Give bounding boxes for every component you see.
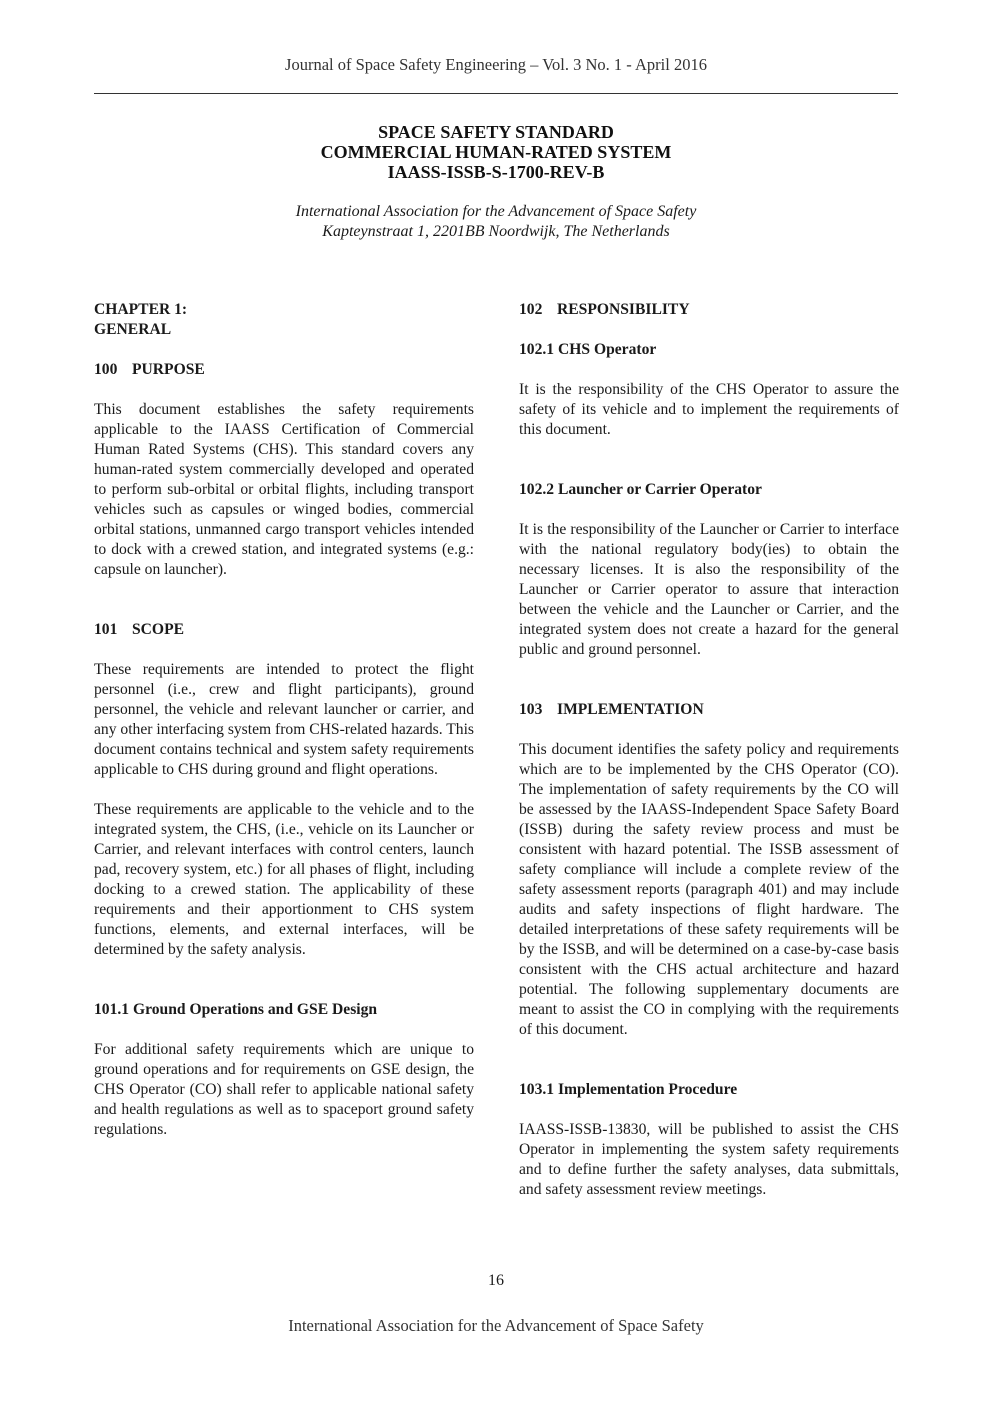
section-title: IMPLEMENTATION [557,701,704,718]
chapter-heading [94,300,474,340]
title-line-2: COMMERCIAL HUMAN-RATED SYSTEM [320,142,672,162]
section-heading-101-1: 101.1 Ground Operations and GSE Design [94,1001,378,1018]
section-heading-103-1: 103.1 Implementation Procedure [519,1081,738,1098]
section-number: 103 [519,701,543,718]
chapter-number: CHAPTER 1: [94,301,188,318]
section-number: 101 [94,621,118,638]
section-title: SCOPE [132,621,184,638]
title-line-1: SPACE SAFETY STANDARD [378,122,614,142]
section-title: RESPONSIBILITY [557,301,690,318]
section-heading-102-2: 102.2 Launcher or Carrier Operator [519,481,762,498]
affiliation [0,202,992,242]
paragraph: It is the responsibility of the Launcher or Carrier to interface with the national regulatory body(ies) to obtain the necessary licenses. It is also the responsibility of the Launcher or Carrier operator to assure that interaction between the vehicle and the Launcher or Carrier, and the integrated system does not create a hazard for the general public and ground personnel. [519,521,899,658]
section-heading-101 [94,620,474,640]
paragraph: These requirements are applicable to the vehicle and to the integrated system, the CHS, (i.e., vehicle on its Launcher or Carrier, and relevant interfaces with control centers, launch pad, recovery system, etc.) for all phases of flight, including docking to a crewed station. The applicability of these requirements and their apportionment to CHS system functions, elements, and external interfaces, will be determined by the safety analysis. [94,801,474,958]
section-number: 102 [519,301,543,318]
page-number: 16 [488,1272,504,1289]
section-heading-102-1: 102.1 CHS Operator [519,341,657,358]
running-head: Journal of Space Safety Engineering – Vol. 3 No. 1 - April 2016 [285,55,707,74]
section-number: 100 [94,361,118,378]
affiliation-name: International Association for the Advancement of Space Safety [295,203,697,220]
section-title: PURPOSE [132,361,205,378]
header-rule [94,93,898,94]
paragraph: It is the responsibility of the CHS Operator to assure the safety of its vehicle and to implement the requirements of this document. [519,381,899,438]
paragraph: This document establishes the safety requirements applicable to the IAASS Certification of Commercial Human Rated Systems (CHS). This standard covers any human-rated system commercially developed and operated to perform sub-orbital or orbital flights, including transport vehicles such as capsules or winged bodies, commercial orbital stations, unmanned cargo transport vehicles intended to dock with a crewed station, and integrated systems (e.g.: capsule on launcher). [94,401,474,578]
section-heading-102 [519,300,899,320]
right-column [519,300,899,1220]
title-block [0,122,992,182]
paragraph: IAASS-ISSB-13830, will be published to assist the CHS Operator in implementing the system safety requirements and to define further the safety analyses, data submittals, and safety assessment review meetings. [519,1121,899,1198]
affiliation-address: Kapteynstraat 1, 2201BB Noordwijk, The Netherlands [322,223,670,240]
paragraph: These requirements are intended to protect the flight personnel (i.e., crew and flight participants), ground personnel, the vehicle and relevant launcher or carrier, and any other interfacing system from CHS-related hazards. This document contains technical and system safety requirements applicable to CHS during ground and flight operations. [94,661,474,778]
section-heading-103 [519,700,899,720]
footer: International Association for the Advancement of Space Safety [288,1316,704,1335]
left-column [94,300,474,1160]
title-line-3: IAASS-ISSB-S-1700-REV-B [387,162,605,182]
section-heading-100 [94,360,474,380]
paragraph: For additional safety requirements which are unique to ground operations and for requirements on GSE design, the CHS Operator (CO) shall refer to applicable national safety and health regulations as well as to spaceport ground safety regulations. [94,1041,474,1138]
paragraph: This document identifies the safety policy and requirements which are to be implemented by the CHS Operator (CO). The implementation of safety requirements by the CO will be assessed by the IAASS-Independent Space Safety Board (ISSB) during the safety review process and must be consistent with hazard potential. The ISSB assessment of safety compliance will include a complete review of the safety assessment reports (paragraph 401) and may include audits and safety inspections of flight hardware. The detailed interpretations of these safety requirements will be by the ISSB, and will be determined on a case-by-case basis consistent with the CHS actual architecture and hazard potential. The following supplementary documents are meant to assist the CO in complying with the requirements of this document. [519,741,899,1038]
chapter-title: GENERAL [94,321,172,338]
